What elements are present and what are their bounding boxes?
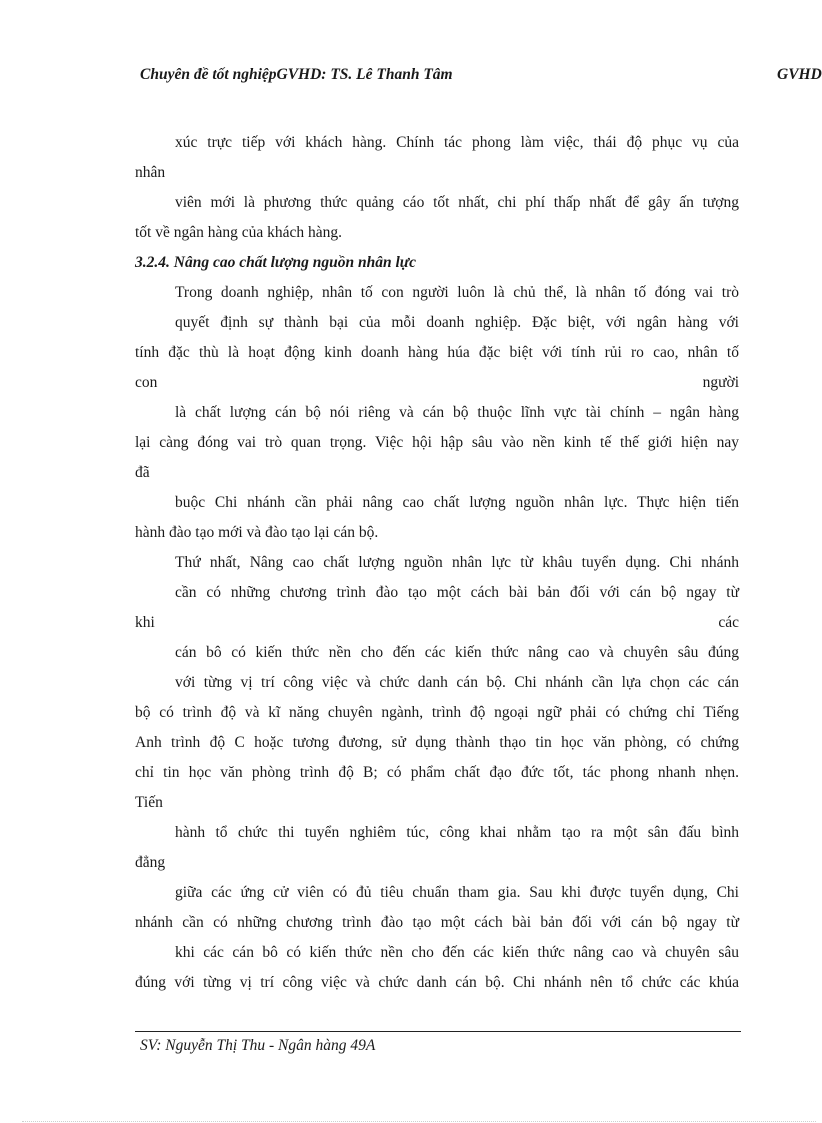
text-fragment-right: các	[718, 614, 739, 631]
header-right-fragment: GVHD	[777, 66, 822, 83]
text-fragment-left: con	[135, 374, 158, 391]
text-line: buộc Chi nhánh cần phải nâng cao chất lượng nguồn nhân lực. Thực hiện tiến	[175, 494, 739, 511]
text-line: Thứ nhất, Nâng cao chất lượng nguồn nhân lực từ khâu tuyển dụng. Chi nhánh	[175, 554, 739, 571]
text-line: quyết định sự thành bại của mỗi doanh nghiệp. Đặc biệt, với ngân hàng với	[175, 314, 739, 331]
text-line	[135, 610, 739, 636]
text-line: lại càng đóng vai trò quan trọng. Việc hội hập sâu vào nền kinh tế thế giới hiện nay	[135, 434, 739, 451]
text-line: Trong doanh nghiệp, nhân tố con người luôn là chủ thể, là nhân tố đóng vai trò	[175, 284, 739, 301]
text-line: giữa các ứng cử viên có đủ tiêu chuẩn tham gia. Sau khi được tuyển dụng, Chi	[175, 884, 739, 901]
text-fragment-right: người	[702, 374, 739, 391]
text-line: tính đặc thù là hoạt động kinh doanh hàng húa đặc biệt với tính rủi ro cao, nhân tố	[135, 344, 739, 361]
text-line: hành tổ chức thi tuyển nghiêm túc, công khai nhằm tạo ra một sân đấu bình	[175, 824, 739, 841]
header-title: Chuyên đề tốt nghiệpGVHD: TS. Lê Thanh Tâm	[140, 66, 453, 83]
text-line: nhánh cần có những chương trình đào tạo một cách bài bản đối với cán bộ ngay từ	[135, 914, 739, 931]
text-line: cán bô có kiến thức nền cho đến các kiến thức nâng cao và chuyên sâu đúng	[175, 644, 739, 661]
page-header	[0, 66, 822, 92]
text-line: tốt về ngân hàng của khách hàng.	[135, 224, 343, 241]
text-line: cần có những chương trình đào tạo một cách bài bản đối với cán bộ ngay từ	[175, 584, 739, 601]
text-line: đẳng	[135, 854, 166, 871]
footer-rule	[135, 1031, 741, 1032]
text-line: đúng với từng vị trí công việc và chức danh cán bộ. Chi nhánh nên tổ chức các khúa	[135, 974, 739, 991]
text-line: khi các cán bô có kiến thức nền cho đến các kiến thức nâng cao và chuyên sâu	[175, 944, 739, 961]
text-line	[135, 370, 739, 396]
text-line: nhân	[135, 164, 166, 181]
page-edge-divider	[22, 1121, 816, 1122]
text-fragment-left: khi	[135, 614, 155, 631]
section-heading: 3.2.4. Nâng cao chất lượng nguồn nhân lực	[135, 254, 416, 271]
text-line: Tiến	[135, 794, 163, 811]
page-footer: SV: Nguyễn Thị Thu - Ngân hàng 49A	[140, 1037, 376, 1054]
text-line: là chất lượng cán bộ nói riêng và cán bộ thuộc lĩnh vực tài chính – ngân hàng	[175, 404, 739, 421]
text-line: hành đào tạo mới và đào tạo lại cán bộ.	[135, 524, 379, 541]
text-line: bộ có trình độ và kĩ năng chuyên ngành, trình độ ngoại ngữ phải có chứng chỉ Tiếng	[135, 704, 739, 721]
text-line: với từng vị trí công việc và chức danh cán bộ. Chi nhánh cần lựa chọn các cán	[175, 674, 739, 691]
text-line: Anh trình độ C hoặc tương đương, sử dụng thành thạo tin học văn phòng, có chứng	[135, 734, 739, 751]
text-line: chỉ tin học văn phòng trình độ B; có phẩm chất đạo đức tốt, tác phong nhanh nhẹn.	[135, 764, 739, 781]
text-line: xúc trực tiếp với khách hàng. Chính tác phong làm việc, thái độ phục vụ của	[175, 134, 739, 151]
text-line: viên mới là phương thức quảng cáo tốt nhất, chi phí thấp nhất để gây ấn tượng	[175, 194, 739, 211]
text-line: đã	[135, 464, 150, 481]
